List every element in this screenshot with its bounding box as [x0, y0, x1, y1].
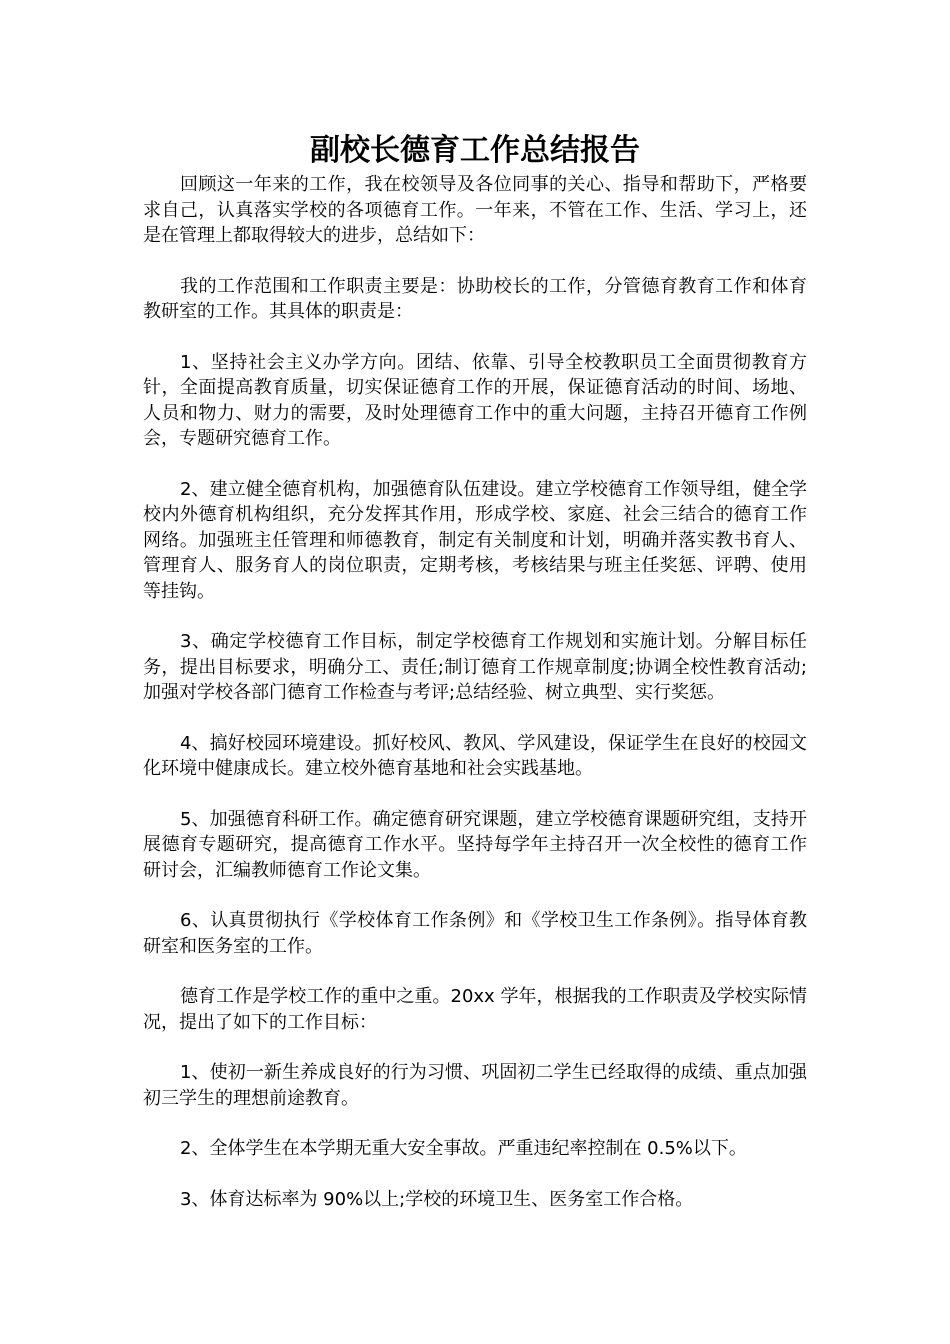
paragraph-goal-1: 1、使初一新生养成良好的行为习惯、巩固初二学生已经取得的成绩、重点加强初三学生的理想前途教育。 — [143, 1062, 807, 1109]
paragraph-goal-2: 2、全体学生在本学期无重大安全事故。严重违纪率控制在 0.5%以下。 — [180, 1138, 747, 1159]
paragraph-scope: 我的工作范围和工作职责主要是：协助校长的工作，分管德育教育工作和体育教研室的工作。其具体的职责是： — [143, 275, 807, 322]
paragraph-goal-3: 3、体育达标率为 90%以上;学校的环境卫生、医务室工作合格。 — [180, 1188, 694, 1210]
paragraph-duty-4: 4、搞好校园环境建设。抓好校风、教风、学风建设，保证学生在良好的校园文化环境中健康成长。建立校外德育基地和社会实践基地。 — [143, 732, 807, 779]
paragraph-duty-2: 2、建立健全德育机构，加强德育队伍建设。建立学校德育工作领导组，健全学校内外德育机构组织，充分发挥其作用，形成学校、家庭、社会三结合的德育工作网络。加强班主任管理和师德教育，制定有关制度和计划，明确并落实教书育人、管理育人、服务育人的岗位职责，定期考核，考核结果与班主任奖惩、评聘、使用等挂钩。 — [143, 478, 807, 602]
paragraph-duty-3: 3、确定学校德育工作目标，制定学校德育工作规划和实施计划。分解目标任务，提出目标要求，明确分工、责任;制订德育工作规章制度;协调全校性教育活动;加强对学校各部门德育工作检查与考评;总结经验、树立典型、实行奖惩。 — [143, 631, 807, 703]
paragraph-intro: 回顾这一年来的工作，我在校领导及各位同事的关心、指导和帮助下，严格要求自己，认真落实学校的各项德育工作。一年来，不管在工作、生活、学习上，还是在管理上都取得较大的进步，总结如下： — [143, 174, 807, 246]
document-title: 副校长德育工作总结报告 — [310, 133, 640, 168]
paragraph-duty-1: 1、坚持社会主义办学方向。团结、依靠、引导全校教职员工全面贯彻教育方针，全面提高教育质量，切实保证德育工作的开展，保证德育活动的时间、场地、人员和物力、财力的需要，及时处理德育工作中的重大问题，主持召开德育工作例会，专题研究德育工作。 — [143, 351, 807, 449]
paragraph-duty-6: 6、认真贯彻执行《学校体育工作条例》和《学校卫生工作条例》。指导体育教研室和医务室的工作。 — [143, 910, 807, 957]
document-body — [143, 172, 807, 1237]
paragraph-duty-5: 5、加强德育科研工作。确定德育研究课题，建立学校德育课题研究组，支持开展德育专题研究，提高德育工作水平。坚持每学年主持召开一次全校性的德育工作研讨会，汇编教师德育工作论文集。 — [143, 808, 807, 881]
paragraph-goals-intro: 德育工作是学校工作的重中之重。20xx 学年，根据我的工作职责及学校实际情况，提出了如下的工作目标： — [143, 986, 807, 1033]
